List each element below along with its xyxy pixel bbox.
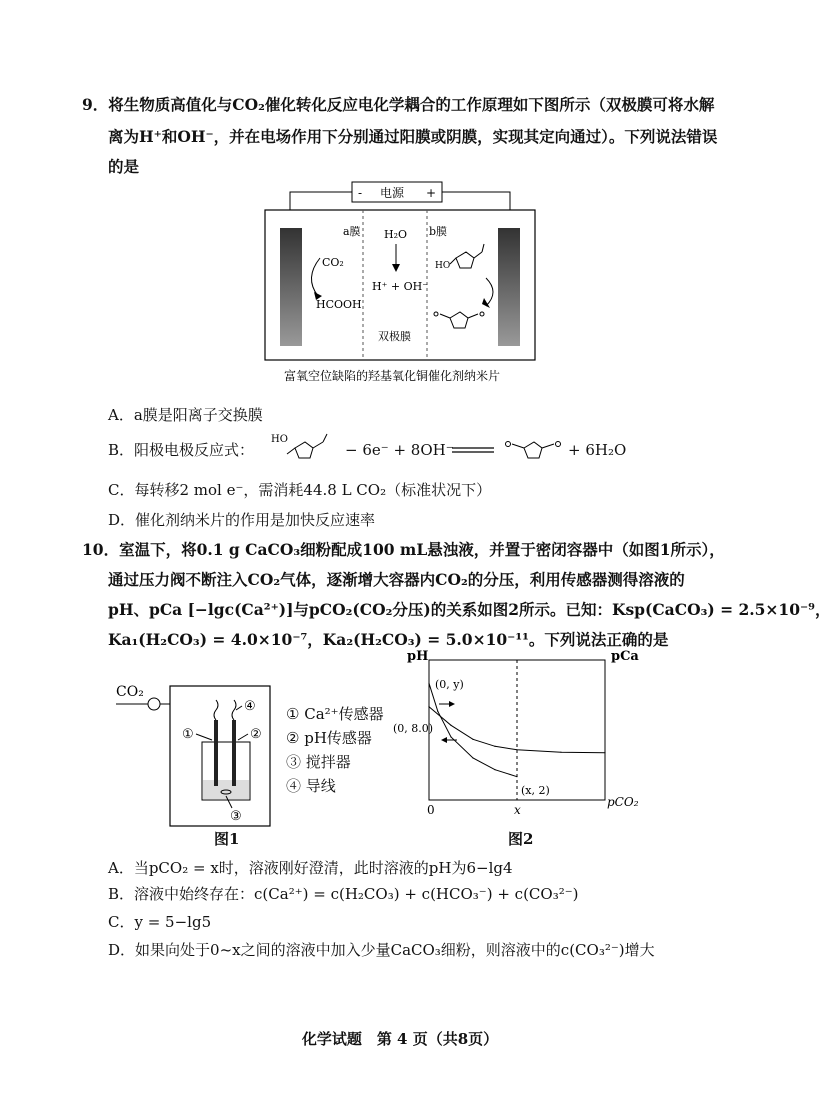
fdca-structure-icon (500, 428, 570, 468)
series-point-pH (450, 725, 451, 726)
series-point-pH (516, 749, 517, 750)
co2-label: CO₂ (322, 256, 344, 269)
electrochem-diagram (260, 180, 540, 390)
q9-stem-line2: 离为H⁺和OH⁻，并在电场作用下分别通过阳膜或阴膜，实现其定向通过）。下列说法错误 (108, 127, 718, 146)
series-point-pH (604, 752, 605, 753)
series-point-pCa (494, 769, 495, 770)
series-point-pH (494, 746, 495, 747)
fig1-caption: 图1 (214, 830, 240, 848)
x-axis-label: pCO₂ (607, 795, 639, 809)
series-point-pH (472, 739, 473, 740)
cathode-electrode (280, 228, 302, 346)
q9-option-b-prefix: B．阳极电极反应式： (108, 441, 255, 459)
ho-label: HO (435, 261, 451, 271)
power-label: 电源 (380, 186, 405, 200)
ph-pca-chart (393, 648, 670, 823)
co2-inlet-label: CO₂ (116, 684, 144, 700)
series-point-pCa (472, 757, 473, 758)
bipolar-label: 双极膜 (378, 330, 411, 343)
series-line-pCa (429, 683, 517, 776)
arrow-to-right-axis (449, 701, 455, 707)
pressure-valve-icon (148, 698, 160, 710)
label-n1: ① (182, 727, 194, 742)
q10-option-a: A．当pCO₂ = x时，溶液刚好澄清，此时溶液的pH为6−lg4 (108, 859, 513, 877)
q9-option-a: A．a膜是阳离子交换膜 (108, 406, 263, 424)
annotation-0-y: (0, y) (435, 678, 464, 691)
annotation-8: (0, 8.0) (393, 722, 434, 735)
page-footer: 化学试题 第 4 页（共8页） (301, 1030, 499, 1048)
fig2-caption: 图2 (508, 830, 534, 848)
q10-option-b: B．溶液中始终存在：c(Ca²⁺) = c(H₂CO₃) + c(HCO₃⁻) + c(CO₃²⁻) (108, 885, 579, 903)
origin-label: 0 (427, 803, 435, 817)
label-n4: ④ (244, 699, 256, 714)
catalyst-caption: 富氧空位缺陷的羟基氧化铜催化剂纳米片 (284, 369, 501, 383)
q9-option-b-mid: − 6e⁻ + 8OH⁻ (345, 441, 454, 459)
arrow-to-left-axis (441, 737, 447, 743)
power-plus: + (426, 186, 437, 200)
svg-text:HO: HO (271, 434, 288, 445)
b-membrane-label: b膜 (429, 225, 448, 238)
annotation-x-2: (x, 2) (521, 784, 550, 797)
hcooh-label: HCOOH (316, 298, 362, 311)
series-point-pCa (428, 683, 429, 684)
h2o-label: H₂O (384, 228, 408, 241)
q10-stem-line3: pH、pCa [−lgc(Ca²⁺)]与pCO₂(CO₂分压)的关系如图2所示。已知：Ksp(CaCO₃) = 2.5×10⁻⁹， (108, 600, 830, 619)
legend-item: ③ 搅拌器 (286, 753, 351, 771)
series-point-pH (428, 706, 429, 707)
legend-item: ② pH传感器 (286, 729, 372, 747)
q9-option-d: D．催化剂纳米片的作用是加快反应速率 (108, 511, 376, 529)
equilibrium-arrow (450, 444, 496, 456)
series-point-pCa (437, 711, 438, 712)
series-point-pH (560, 752, 561, 753)
apparatus-figure (112, 680, 282, 830)
q10-option-c: C．y = 5−lg5 (108, 913, 212, 931)
q10-stem-line1: 10．室温下，将0.1 g CaCO₃细粉配成100 mL悬浊液，并置于密闭容器中（如图1所示）， (82, 540, 725, 559)
q9-option-b-suffix: + 6H₂O (568, 441, 627, 459)
q10-stem-line2: 通过压力阀不断注入CO₂气体，逐渐增大容器内CO₂的分压，利用传感器测得溶液的 (108, 570, 685, 589)
legend-item: ① Ca²⁺传感器 (286, 705, 384, 723)
x-marker-label: x (514, 803, 521, 817)
legend-item: ④ 导线 (286, 777, 336, 795)
y-right-label: pCa (611, 649, 639, 664)
series-point-pCa (516, 776, 517, 777)
hmf-structure-icon (265, 428, 345, 468)
a-membrane-label: a膜 (343, 225, 361, 238)
power-minus: - (358, 186, 363, 200)
q10-option-d: D．如果向处于0~x之间的溶液中加入少量CaCO₃细粉，则溶液中的c(CO₃²⁻)增大 (108, 941, 655, 959)
anode-electrode (498, 228, 520, 346)
q9-stem-line3: 的是 (108, 157, 140, 176)
q10-stem-line4: Ka₁(H₂CO₃) = 4.0×10⁻⁷，Ka₂(H₂CO₃) = 5.0×10⁻¹¹。下列说法正确的是 (108, 630, 669, 649)
q9-stem-line1: 9．将生物质高值化与CO₂催化转化反应电化学耦合的工作原理如下图所示（双极膜可将水解 (82, 95, 715, 114)
ions-label: H⁺ + OH⁻ (372, 280, 429, 293)
fig1-legend (286, 702, 384, 798)
y-left-label: pH (407, 649, 429, 664)
series-point-pCa (450, 736, 451, 737)
q9-option-c: C．每转移2 mol e⁻，需消耗44.8 L CO₂（标准状况下） (108, 481, 492, 499)
label-n3: ③ (230, 809, 242, 824)
label-n2: ② (250, 727, 262, 742)
